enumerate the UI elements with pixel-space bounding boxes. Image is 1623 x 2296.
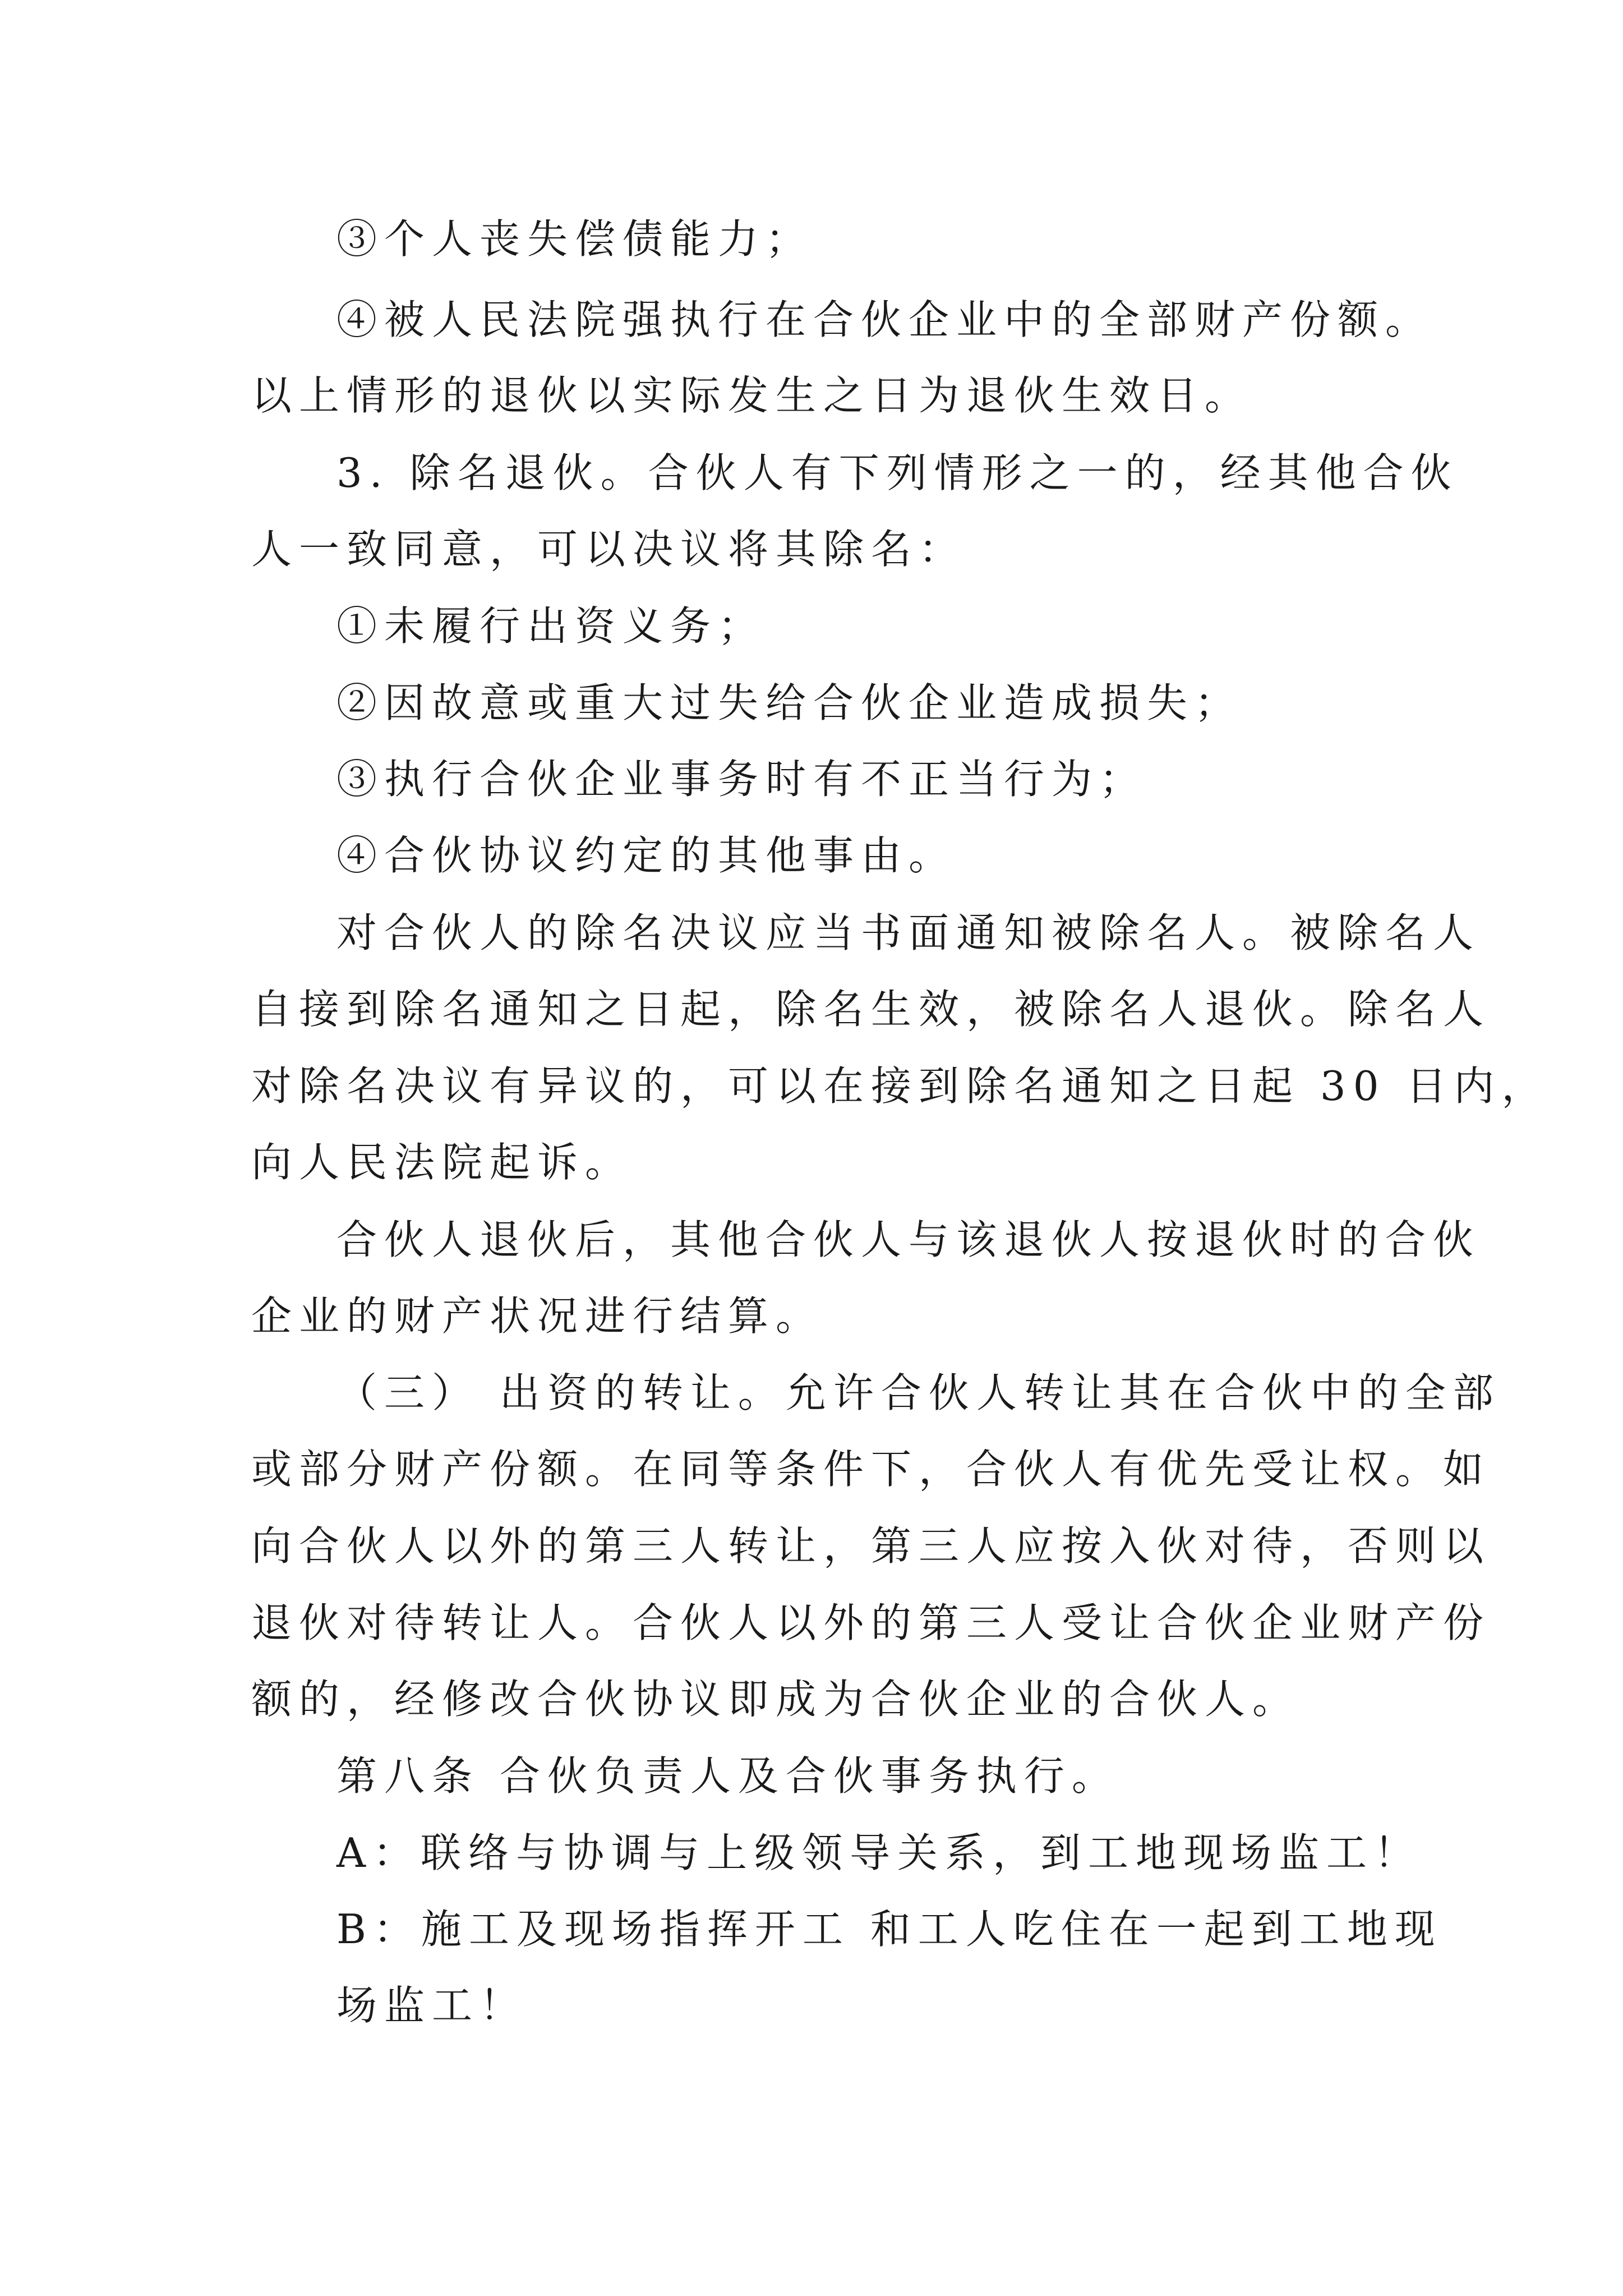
text-line: 额的，经修改合伙协议即成为合伙企业的合伙人。 [251,1676,1301,1723]
text-line: 向合伙人以外的第三人转让，第三人应按入伙对待，否则以 [251,1522,1491,1570]
text-line: B：施工及现场指挥开工 和工人吃住在一起到工地现 [336,1906,1442,1953]
text-line: ③执行合伙企业事务时有不正当行为； [336,756,1147,803]
text-line: ④合伙协议约定的其他事由。 [336,832,957,879]
text-line: 3. 除名退伙。合伙人有下列情形之一的，经其他合伙 [336,449,1459,496]
text-line: ②因故意或重大过失给合伙企业造成损失； [336,679,1243,726]
text-line: ①未履行出资义务； [336,602,766,650]
text-line: 以上情形的退伙以实际发生之日为退伙生效日。 [251,372,1253,419]
text-line: （三） 出资的转让。允许合伙人转让其在合伙中的全部 [336,1369,1501,1416]
text-line: 第八条 合伙负责人及合伙事务执行。 [336,1752,1119,1800]
text-line: 场监工！ [336,1982,528,2029]
text-line: 对合伙人的除名决议应当书面通知被除名人。被除名人 [336,909,1481,956]
text-line: ④被人民法院强执行在合伙企业中的全部财产份额。 [336,296,1433,343]
text-line: A：联络与协调与上级领导关系，到工地现场监工！ [336,1829,1422,1876]
text-line: 人一致同意，可以决议将其除名： [251,526,967,573]
text-line: 自接到除名通知之日起，除名生效，被除名人退伙。除名人 [251,986,1491,1033]
text-line: 企业的财产状况进行结算。 [251,1292,824,1340]
text-line: 向人民法院起诉。 [251,1139,633,1186]
text-line: ③个人丧失偿债能力； [336,215,814,263]
text-line: 合伙人退伙后，其他合伙人与该退伙人按退伙时的合伙 [336,1216,1481,1263]
text-line: 退伙对待转让人。合伙人以外的第三人受让合伙企业财产份 [251,1599,1491,1646]
text-line: 对除名决议有异议的，可以在接到除名通知之日起 30 日内， [251,1062,1550,1110]
text-line: 或部分财产份额。在同等条件下，合伙人有优先受让权。如 [251,1446,1491,1493]
